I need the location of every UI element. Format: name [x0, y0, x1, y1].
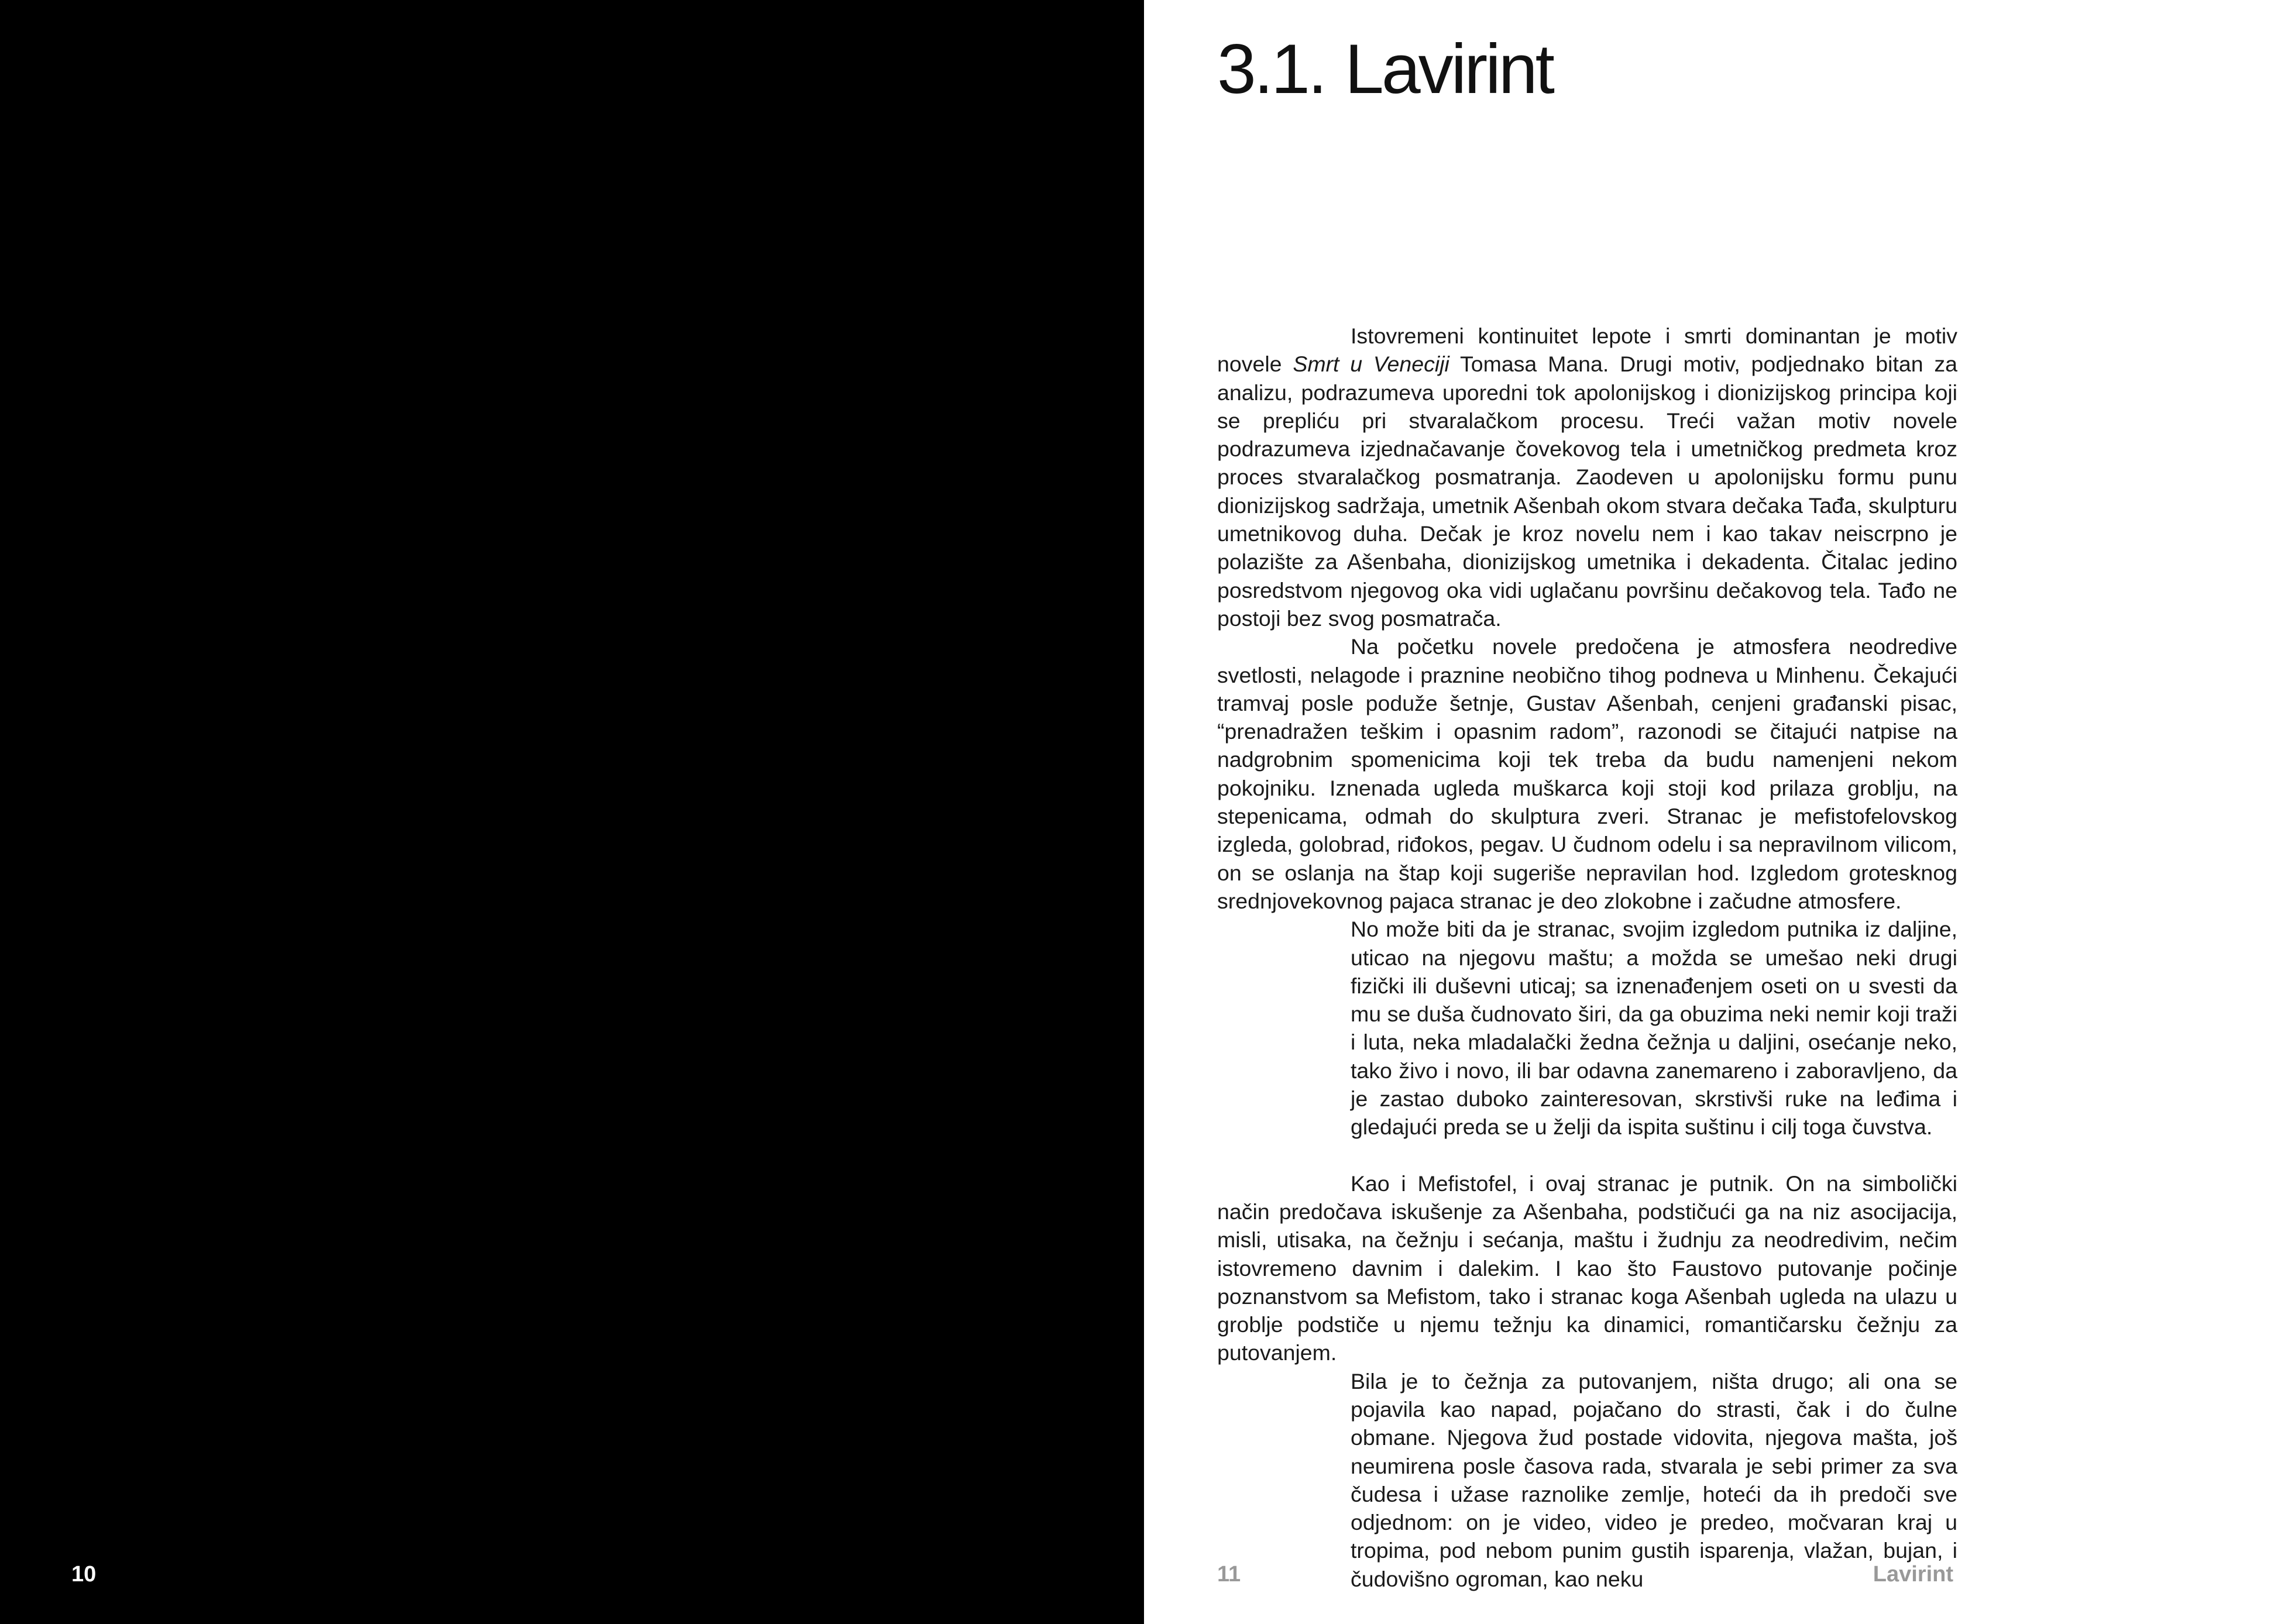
book-title-italic: Smrt u Veneciji [1293, 352, 1449, 377]
paragraph-2: Na početku novele predočena je atmosfera neodredive svetlosti, nelagode i praznine neobično tihog podneva u Minhenu. Čekajući tramvaj posle poduže šetnje, Gustav Ašenbah, cenjeni građanski pisac, “prenadražen teškim i opasnim radom”, razonodi se čitajući natpise na nadgrobnim spomenicima koji tek treba da budu namenjeni nekom pokojniku. Iznenada ugleda muškarca koji stoji kod prilaza groblju, na stepenicama, odmah do skulptura zveri. Stranac je mefistofelovskog izgleda, golobrad, riđokos, pegav. U čudnom odelu i sa nepravilnom vilicom, on se oslanja na štap koji sugeriše nepravilan hod. Izgledom grotesknog srednjovekovnog pajaca stranac je deo zlokobne i začudne atmosfere. [1217, 634, 1957, 913]
chapter-title: Lavirint [1345, 30, 1552, 108]
body-text-column [1217, 322, 1957, 1593]
block-quote-2: Bila je to čežnja za putovanjem, ništa drugo; ali ona se pojavila kao napad, pojačano do strasti, čak i do čulne obmane. Njegova žud postade vidovita, njegova mašta, još neumirena posle časova rada, stvarala je sebi primer za sva čudesa i užase raznolike zemlje, hoteći da ih predoči sve odjednom: on je video, video je predeo, močvaran kraj u tropima, pod nebom punim gustih isparenja, vlažan, bujan, i čudovišno ogroman, kao neku [1351, 1368, 1957, 1591]
right-page-number: 11 [1217, 1562, 1241, 1587]
block-quote-1: No može biti da je stranac, svojim izgledom putnika iz daljine, uticao na njegovu maštu; a možda se umešao neki drugi fizički ili duševni uticaj; sa iznenađenjem oseti on u svesti da mu se duša čudnovato širi, da ga obuzima neki nemir koji traži i luta, neka mladalački žedna čežnja u daljini, osećanje neko, tako živo i novo, ili bar odavna zanemareno i zaboravljeno, da je zastao duboko zainteresovan, skrstivši ruke na leđima i gledajući preda se u želji da ispita suštinu i cilj toga čuvstva. [1351, 917, 1957, 1140]
paragraph-spacer [1217, 1141, 1957, 1169]
left-page-number: 10 [71, 1562, 97, 1587]
chapter-heading [1217, 30, 1552, 108]
chapter-number: 3.1. [1217, 30, 1325, 108]
running-title: Lavirint [1873, 1562, 1953, 1587]
paragraph-3: Kao i Mefistofel, i ovaj stranac je putnik. On na simbolički način predočava iskušenje za Ašenbaha, podstičući ga na niz asocijacija, misli, utisaka, na čežnju i sećanja, maštu i žudnju za neodredivim, nečim istovremeno davnim i dalekim. I kao što Faustovo putovanje počinje poznanstvom sa Mefistom, tako i stranac koga Ašenbah ugleda na ulazu u groblje podstiče u njemu težnju ka dinamici, romantičarsku čežnju za putovanjem. [1217, 1171, 1957, 1365]
paragraph-1-text-a: Istovremeni kontinuitet lepote i smrti dominantan je motiv novele [1217, 324, 1957, 377]
paragraph-1-text-b: Tomasa Mana. Drugi motiv, podjednako bitan za analizu, podrazumeva uporedni tok apolonijskog i dionizijskog principa koji se prepliću pri stvaralačkom procesu. Treći važan motiv novele podrazumeva izjednačavanje čovekovog tela i umetničkog predmeta kroz proces stvaralačkog posmatranja. Zaodeven u apolonijsku formu punu dionizijskog sadržaja, umetnik Ašenbah okom stvara dečaka Tađa, skulpturu umetnikovog duha. Dečak je kroz novelu nem i kao takav neiscrpno je polazište za Ašenbaha, dionizijskog umetnika i dekadenta. Čitalac jedino posredstvom njegovog oka vidi uglačanu površinu dečakovog tela. Tađo ne postoji bez svog posmatrača. [1217, 352, 1957, 631]
paragraph-1 [1217, 322, 1957, 632]
